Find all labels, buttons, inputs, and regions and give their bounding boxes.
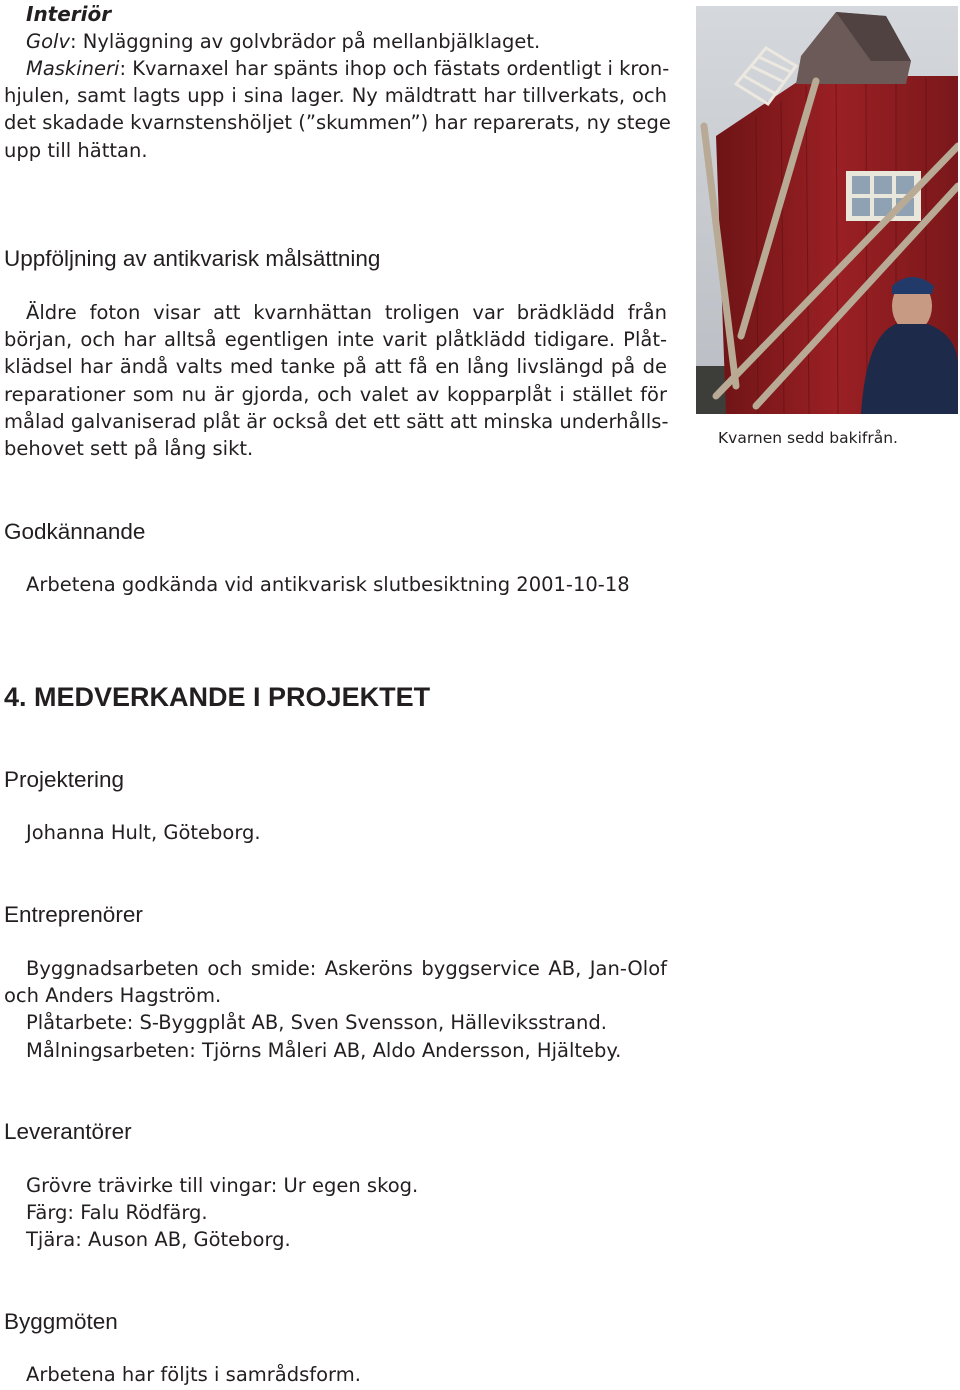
golv-label: Golv	[26, 30, 70, 53]
suppliers-paragraph	[26, 1172, 418, 1254]
followup-paragraph	[4, 299, 667, 462]
maskineri-line-3: det skadade kvarnstenshöljet (”skummen”) har reparerats, ny stege	[4, 111, 671, 135]
meetings-text: Arbetena har följts i samrådsform.	[26, 1363, 361, 1386]
suppliers-heading: Leverantörer	[4, 1119, 132, 1144]
followup-heading: Uppföljning av antikvarisk målsättning	[4, 246, 381, 271]
contractors-line-1: Byggnadsarbeten och smide: Askeröns byggservice AB, Jan-Olof	[26, 957, 667, 980]
interior-heading-text: Interiör	[26, 2, 112, 26]
contractors-heading: Entreprenörer	[4, 902, 143, 927]
followup-line-1: Äldre foton visar att kvarnhättan troligen var brädklädd från	[26, 301, 667, 324]
contractors-line-4: Målningsarbeten: Tjörns Måleri AB, Aldo Andersson, Hjälteby.	[26, 1038, 622, 1062]
interior-golv-paragraph	[26, 28, 540, 55]
contractors-line-2: och Anders Hagström.	[4, 984, 222, 1008]
interior-heading	[26, 0, 111, 28]
window-pane	[874, 176, 892, 194]
suppliers-line-2: Färg: Falu Rödfärg.	[26, 1201, 208, 1225]
approval-heading: Godkännande	[4, 519, 146, 544]
contractors-paragraph	[4, 955, 667, 1064]
chapter-title: 4. MEDVERKANDE I PROJEKTET	[4, 682, 431, 712]
followup-line-3: klädsel har ändå valts med tanke på att få en lång livslängd på de	[4, 355, 667, 379]
projecting-text: Johanna Hult, Göteborg.	[26, 821, 261, 844]
approval-text: Arbetena godkända vid antikvarisk slutbesiktning 2001-10-18	[26, 573, 630, 596]
photo-caption: Kvarnen sedd bakifrån.	[718, 429, 898, 447]
projecting-heading: Projektering	[4, 767, 125, 792]
meetings-heading: Byggmöten	[4, 1309, 118, 1334]
contractors-line-3: Plåtarbete: S-Byggplåt AB, Sven Svensson, Hälleviksstrand.	[26, 1011, 607, 1035]
followup-line-5: målad galvaniserad plåt är också det ett sätt att minska underhålls-	[4, 409, 669, 433]
window-pane	[852, 198, 870, 216]
followup-line-4: reparationer som nu är gjorda, och valet av kopparplåt i stället för	[4, 382, 667, 406]
windmill-photo-svg	[696, 6, 958, 414]
suppliers-line-1: Grövre trävirke till vingar: Ur egen skog.	[26, 1174, 419, 1197]
maskineri-line-2: hjulen, samt lagts upp i sina lager. Ny mäldtratt har tillverkats, och	[4, 84, 667, 108]
windmill-photo	[696, 6, 958, 414]
maskineri-line-1: : Kvarnaxel har spänts ihop och fästats ordentligt i kron-	[119, 57, 670, 80]
interior-maskineri-paragraph	[4, 55, 671, 164]
maskineri-label: Maskineri	[26, 57, 120, 80]
followup-line-6: behovet sett på lång sikt.	[4, 437, 254, 461]
followup-line-2: början, och har alltså egentligen inte varit plåtklädd tidigare. Plåt-	[4, 328, 667, 352]
suppliers-line-3: Tjära: Auson AB, Göteborg.	[26, 1228, 291, 1252]
golv-text: : Nyläggning av golvbrädor på mellanbjälklaget.	[70, 30, 541, 53]
maskineri-line-4: upp till hättan.	[4, 138, 148, 162]
window-pane	[852, 176, 870, 194]
